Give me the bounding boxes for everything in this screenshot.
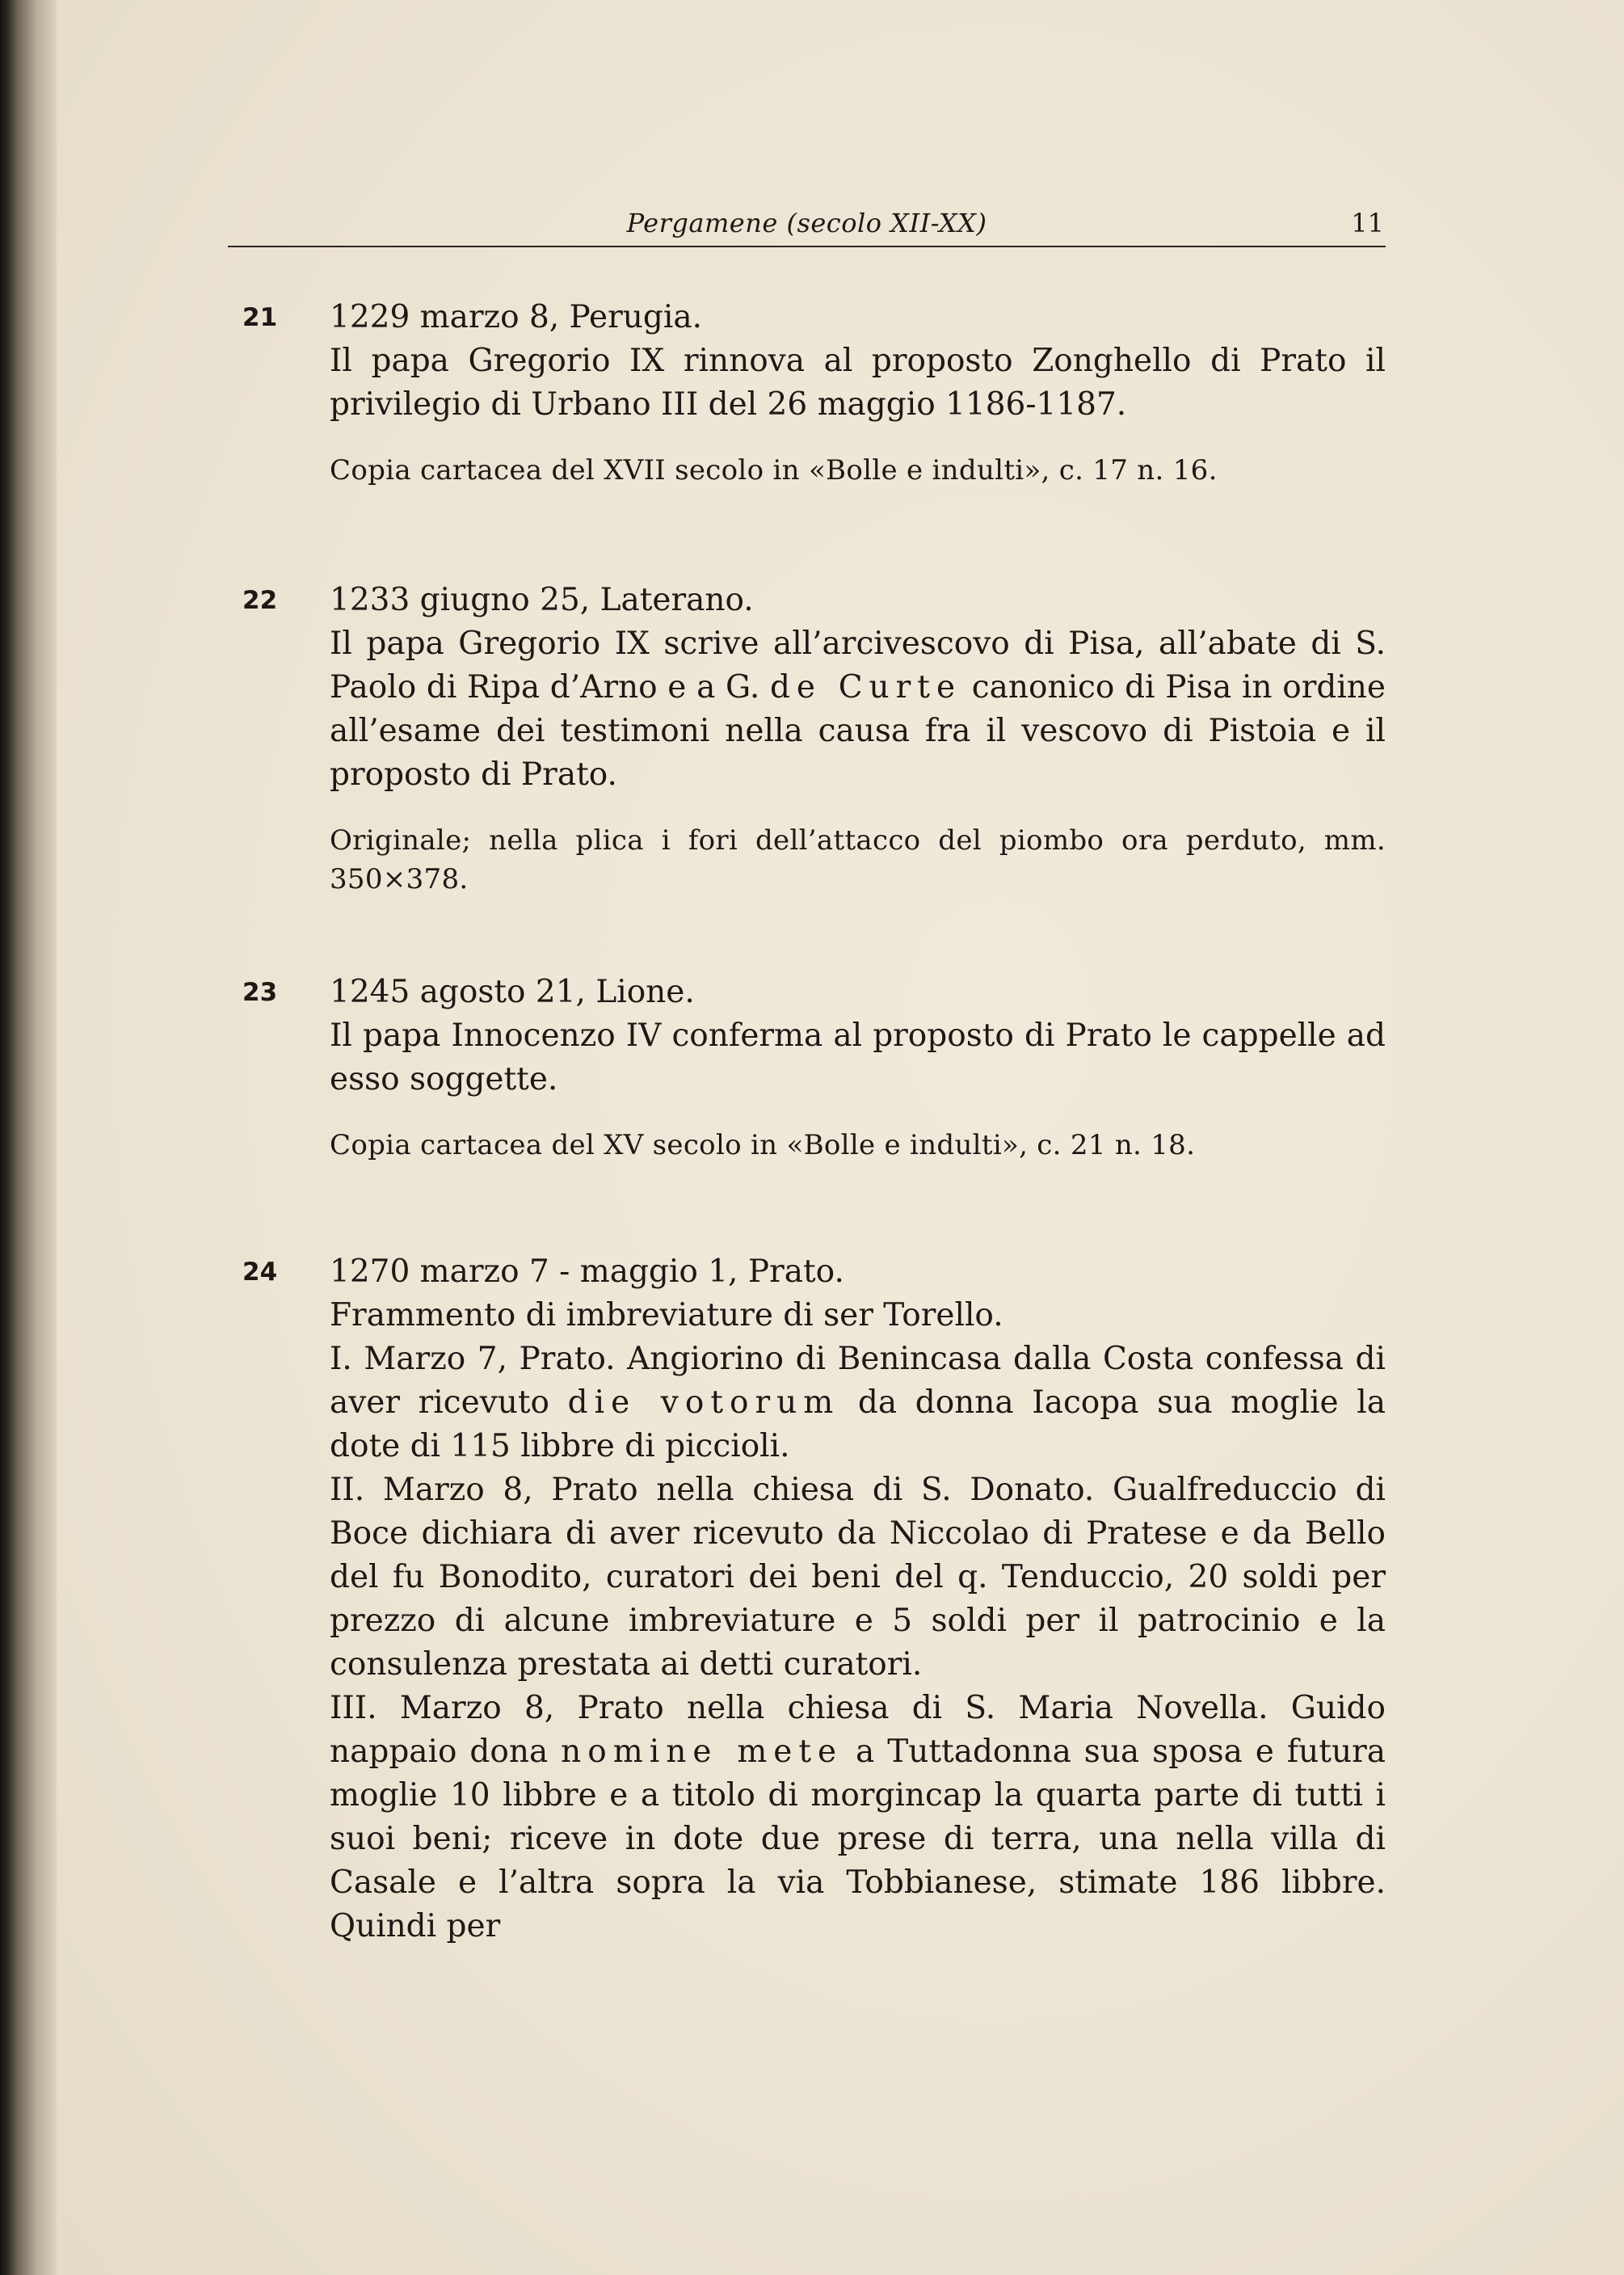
entry-item-1: [330, 1338, 1386, 1468]
latin-phrase: die votorum: [567, 1384, 840, 1421]
summary-text: canonico di Pisa in ordine all’esame dei testimoni nella causa fra il vescovo di Pistoia e il proposto di Prato.: [330, 669, 1386, 793]
entry-number: 24: [242, 1258, 278, 1287]
item-text: I. Marzo 7, Prato. Angiorino di Benincasa dalla Costa confessa di aver ricevuto: [330, 1341, 1386, 1421]
item-text: III. Marzo 8, Prato nella chiesa di S. Maria Novella. Guido nappaio dona: [330, 1690, 1386, 1770]
entry-body: [330, 971, 1386, 1165]
item-text: da donna Iacopa sua moglie la dote di 115 libbre di piccioli.: [330, 1384, 1386, 1464]
entry-body: [330, 296, 1386, 490]
entry-source: Originale; nella plica i fori dell’attacco del piombo ora perduto, mm. 350×378.: [330, 824, 1386, 895]
entry-summary: Il papa Gregorio IX rinnova al proposto Zonghello di Prato il privilegio di Urbano III del 26 maggio 1186-1187.: [330, 343, 1386, 423]
entry-summary: Frammento di imbreviature di ser Torello.: [330, 1297, 1003, 1333]
entry-date: 1229 marzo 8, Perugia.: [330, 299, 702, 335]
entry-body: [330, 1250, 1386, 1948]
entry-summary: Il papa Innocenzo IV conferma al proposto di Prato le cappelle ad esso soggette.: [330, 1017, 1386, 1097]
entry-number: 23: [242, 978, 278, 1007]
running-head: Pergamene (secolo XII-XX): [626, 208, 987, 238]
entry-date: 1233 giugno 25, Laterano.: [330, 582, 754, 618]
entry-number: 22: [242, 586, 278, 615]
item-text: a Tuttadonna sua sposa e futura moglie 10 libbre e a titolo di morgincap la quarta parte di tutti i suoi beni; riceve in dote due prese di terra, una nella villa di Casale e l’altra sopra la via Tobbianese, stimate 186 libbre. Quindi per: [330, 1734, 1386, 1944]
entry-date: 1245 agosto 21, Lione.: [330, 974, 695, 1010]
entry-23: [242, 971, 1386, 1192]
entry-body: [330, 579, 1386, 899]
entry-item-2: II. Marzo 8, Prato nella chiesa di S. Donato. Gualfreduccio di Boce dichiara di aver ricevuto da Niccolao di Pratese e da Bello del fu Bonodito, curatori dei beni del q. Tenduccio, 20 soldi per prezzo di alcune imbreviature e 5 soldi per il patrocinio e la consulenza prestata ai detti curatori.: [330, 1472, 1386, 1683]
entry-source: Copia cartacea del XVII secolo in «Bolle e indulti», c. 17 n. 16.: [330, 454, 1218, 487]
spaced-name: de Curte: [769, 669, 962, 706]
entry-date: 1270 marzo 7 - maggio 1, Prato.: [330, 1253, 844, 1290]
entry-22: [242, 579, 1386, 926]
page-header: [228, 207, 1386, 247]
entry-summary: [330, 622, 1386, 797]
summary-text: Il papa Gregorio IX scrive all’arcivescovo di Pisa, all’abate di S. Paolo di Ripa d’Arno e a G.: [330, 626, 1386, 706]
entry-source: Copia cartacea del XV secolo in «Bolle e indulti», c. 21 n. 18.: [330, 1129, 1196, 1161]
page-number: 11: [1351, 208, 1384, 238]
entry-21: [242, 296, 1386, 517]
entry-item-3: [330, 1687, 1386, 1948]
entry-number: 21: [242, 303, 278, 332]
entry-24: [242, 1250, 1386, 1948]
book-binding-shadow: [0, 0, 57, 2275]
latin-phrase: nomine mete: [561, 1734, 844, 1770]
